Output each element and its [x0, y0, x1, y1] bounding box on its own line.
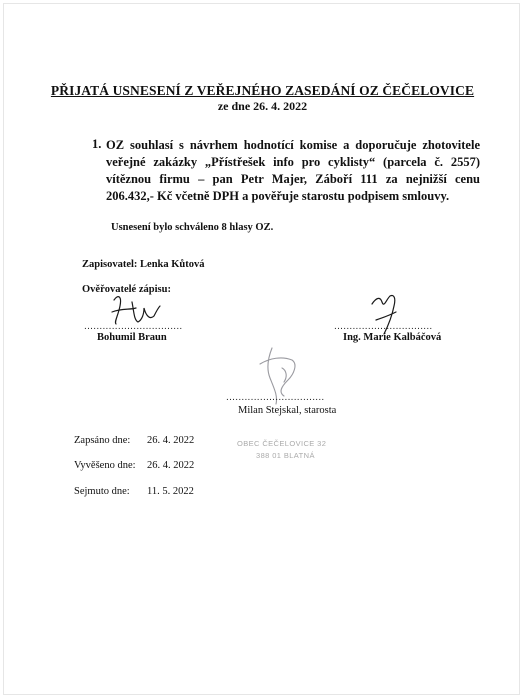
signature-line-mayor: ................................ — [226, 392, 325, 403]
signature-line-kalbacova: ................................ — [334, 321, 433, 332]
mayor-name: Milan Stejskal, starosta — [238, 405, 337, 416]
recorder-line: Zapisovatel: Lenka Kůtová — [82, 259, 205, 270]
verifier-braun-name: Bohumil Braun — [97, 332, 167, 343]
removed-value: 11. 5. 2022 — [147, 486, 194, 497]
resolution-text: OZ souhlasí s návrhem hodnotící komise a doporučuje zhotovitele veřejné zakázky „Přístřešek info pro cyklisty“ (parcela č. 2557) vítěznou firmu – pan Petr Majer, Záboří 111 za nejnižší cenu 206.432,- Kč včetně DPH a pověřuje starostu podpisem smlouvy. — [106, 138, 480, 203]
published-value: 26. 4. 2022 — [147, 460, 195, 471]
published-label: Vyvěšeno dne: — [74, 460, 136, 471]
approval-statement: Usnesení bylo schváleno 8 hlasy OZ. — [111, 222, 274, 233]
verifier-kalbacova-name: Ing. Marie Kalbáčová — [343, 332, 442, 343]
posted-label: Zapsáno dne: — [74, 435, 131, 446]
stamp-line-1: OBEC ČEČELOVICE 32 — [237, 439, 327, 448]
document-date: ze dne 26. 4. 2022 — [217, 99, 308, 113]
removed-label: Sejmuto dne: — [74, 486, 130, 497]
document-title: PŘIJATÁ USNESENÍ Z VEŘEJNÉHO ZASEDÁNÍ OZ ČEČELOVICE — [50, 83, 475, 98]
verifiers-label: Ověřovatelé zápisu: — [82, 284, 171, 295]
stamp-line-2: 388 01 BLATNÁ — [256, 451, 315, 460]
posted-value: 26. 4. 2022 — [147, 435, 195, 446]
signature-line-braun: ................................ — [84, 321, 183, 332]
resolution-number: 1. — [92, 137, 102, 151]
